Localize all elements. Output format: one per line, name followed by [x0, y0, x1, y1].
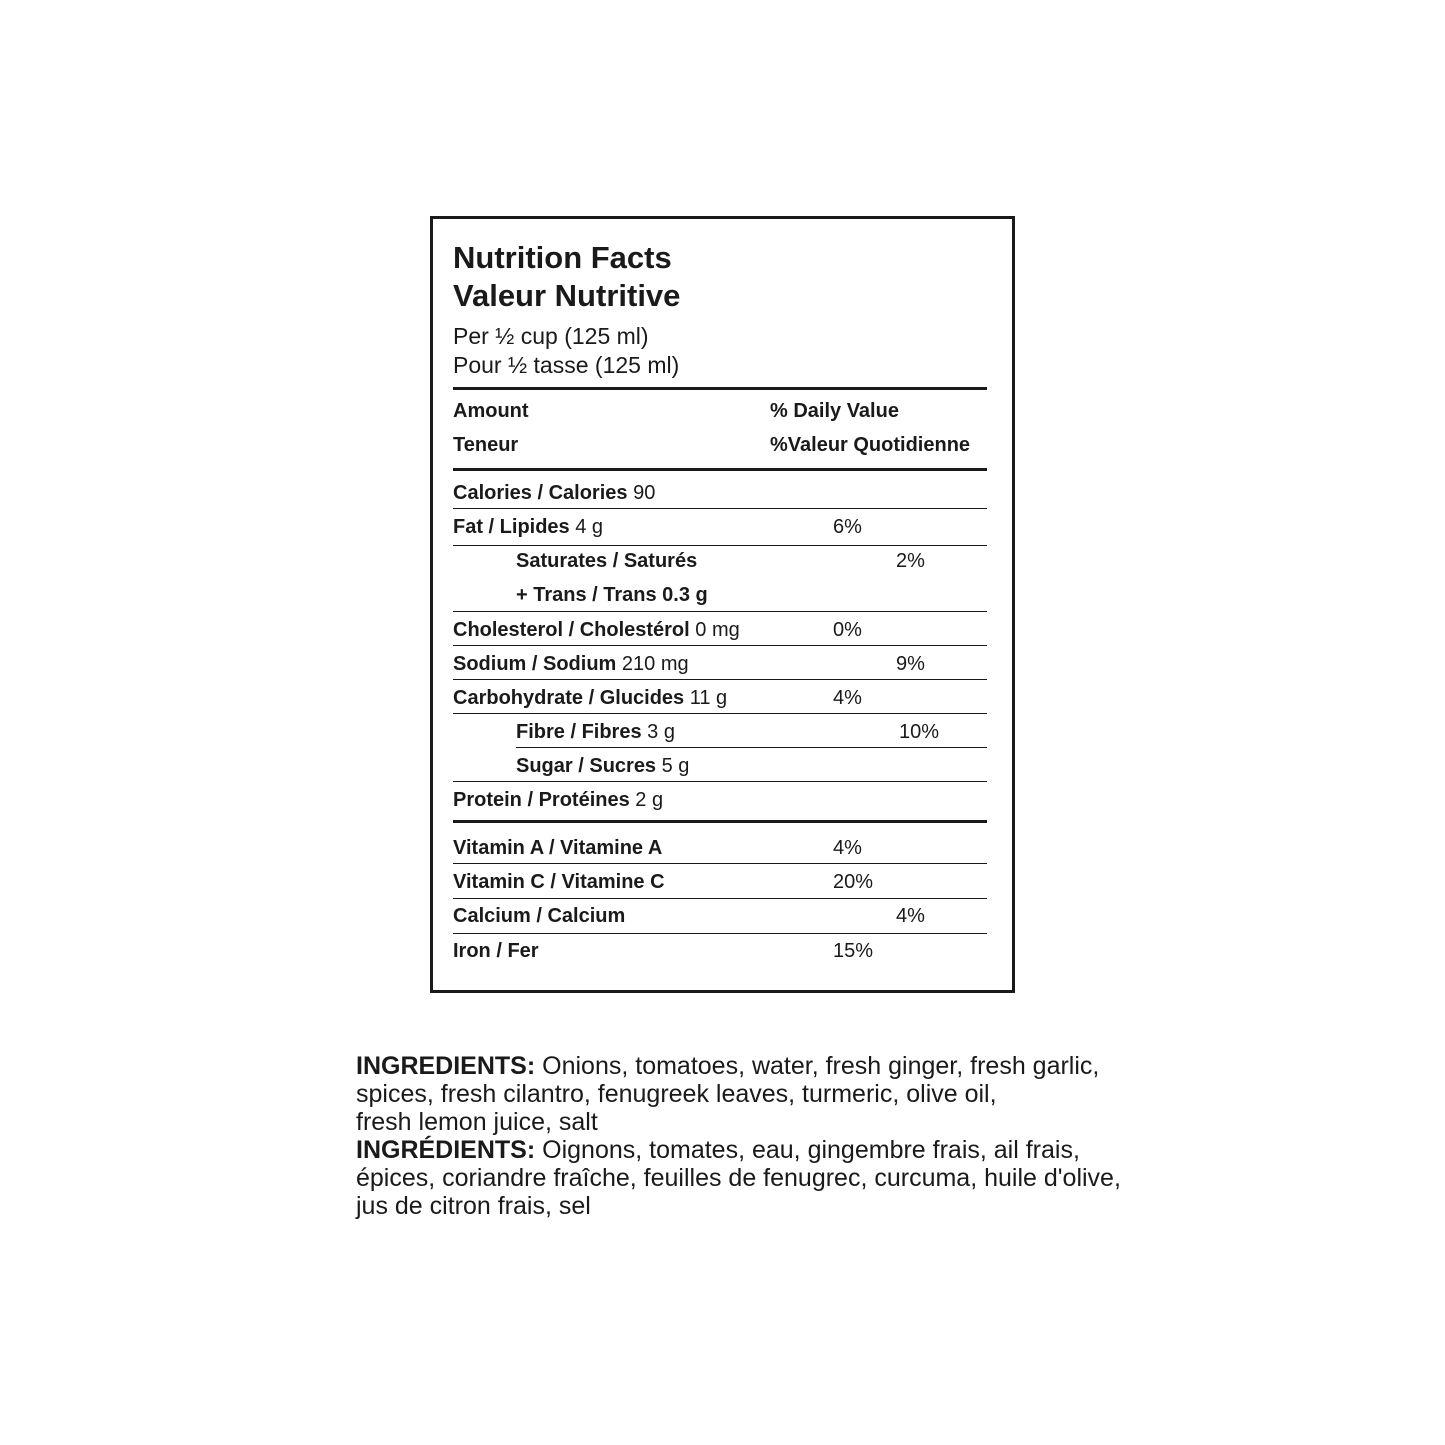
nutrient-amount: 3 g: [647, 721, 675, 743]
nutrient-row-sodium: [453, 647, 987, 681]
daily-value-percent: 15%: [833, 940, 874, 962]
ingredients-en: [356, 1052, 1416, 1080]
ingredients-text-line: épices, coriandre fraîche, feuilles de fenugrec, curcuma, huile d'olive,: [356, 1164, 1121, 1192]
amount-header-en: Amount: [453, 400, 529, 422]
nutrient-label: Protein / Protéines: [453, 789, 630, 811]
divider: [453, 713, 987, 714]
ingredients-heading-fr: INGRÉDIENTS:: [356, 1136, 536, 1164]
daily-value-header-en: % Daily Value: [770, 400, 899, 422]
ingredients-fr: [356, 1136, 1416, 1164]
vitamin-row-vitamin-a: [453, 831, 987, 865]
nutrient-row-calories: [453, 476, 987, 510]
serving-size-en: Per ½ cup (125 ml): [453, 323, 649, 349]
nutrient-amount: 2 g: [635, 789, 664, 811]
vitamin-label: Vitamin A / Vitamine A: [453, 837, 663, 859]
divider: [453, 781, 987, 782]
ingredients-text-line: fresh lemon juice, salt: [356, 1108, 598, 1136]
divider: [453, 508, 987, 509]
divider: [453, 863, 987, 864]
divider: [453, 645, 987, 646]
nutrient-amount: 11 g: [689, 687, 728, 709]
nutrient-row-protein: [453, 783, 987, 817]
nutrient-amount: 5 g: [661, 755, 690, 777]
nutrient-label: Fibre / Fibres: [516, 721, 642, 743]
title-en: Nutrition Facts: [453, 240, 672, 275]
nutrient-row-carbohydrate: [453, 681, 987, 715]
ingredients-text-line: spices, fresh cilantro, fenugreek leaves, turmeric, olive oil,: [356, 1080, 997, 1108]
daily-value-percent: 4%: [833, 687, 862, 709]
divider: [453, 611, 987, 612]
title-fr: Valeur Nutritive: [453, 278, 681, 313]
nutrient-label: Carbohydrate / Glucides: [453, 687, 685, 709]
ingredients-text: Onions, tomatoes, water, fresh ginger, fresh garlic,: [542, 1052, 1100, 1080]
daily-value-percent: 20%: [833, 871, 874, 893]
vitamin-label: Iron / Fer: [453, 940, 539, 962]
vitamin-row-calcium: [453, 899, 987, 933]
nutrient-amount: 210 mg: [621, 653, 689, 675]
nutrient-row-fibre: [453, 715, 987, 749]
vitamin-row-vitamin-c: [453, 865, 987, 899]
daily-value-percent: 10%: [899, 721, 940, 743]
amount-header-fr: Teneur: [453, 434, 519, 456]
nutrient-label: Saturates / Saturés: [516, 550, 698, 572]
daily-value-percent: 6%: [833, 516, 862, 538]
serving-size-fr: Pour ½ tasse (125 ml): [453, 352, 680, 378]
divider-thick: [453, 820, 987, 823]
nutrient-row-sugar: [453, 749, 987, 783]
daily-value-percent: 9%: [896, 653, 925, 675]
daily-value-header-fr: %Valeur Quotidienne: [770, 434, 971, 456]
nutrient-row-saturates: [453, 544, 987, 578]
ingredients-text-line: jus de citron frais, sel: [356, 1192, 591, 1220]
nutrient-label: Cholesterol / Cholestérol: [453, 619, 690, 641]
vitamin-label: Vitamin C / Vitamine C: [453, 871, 665, 893]
ingredients-text: Oignons, tomates, eau, gingembre frais, ail frais,: [542, 1136, 1080, 1164]
nutrient-label: Calories / Calories: [453, 482, 628, 504]
ingredients-heading-en: INGREDIENTS:: [356, 1052, 536, 1080]
nutrient-amount: 90: [633, 482, 656, 504]
nutrient-amount: 0 mg: [695, 619, 740, 641]
divider-thick: [453, 468, 987, 471]
daily-value-percent: 0%: [833, 619, 862, 641]
vitamin-row-iron: [453, 934, 987, 968]
nutrient-row-trans: [453, 578, 987, 612]
nutrient-label: Sugar / Sucres: [516, 755, 657, 777]
nutrient-amount: 4 g: [575, 516, 604, 538]
divider: [453, 679, 987, 680]
ingredients-list: [356, 1052, 1416, 1220]
daily-value-percent: 4%: [833, 837, 862, 859]
daily-value-percent: 4%: [896, 905, 925, 927]
divider: [516, 747, 987, 748]
nutrient-row-fat: [453, 510, 987, 544]
nutrient-label: Sodium / Sodium: [453, 653, 617, 675]
vitamin-label: Calcium / Calcium: [453, 905, 626, 927]
daily-value-percent: 2%: [896, 550, 925, 572]
nutrient-label: + Trans / Trans 0.3 g: [516, 584, 708, 606]
nutrition-facts-panel: [430, 216, 1015, 993]
divider-thick: [453, 387, 987, 390]
nutrient-row-cholesterol: [453, 613, 987, 647]
nutrient-label: Fat / Lipides: [453, 516, 570, 538]
